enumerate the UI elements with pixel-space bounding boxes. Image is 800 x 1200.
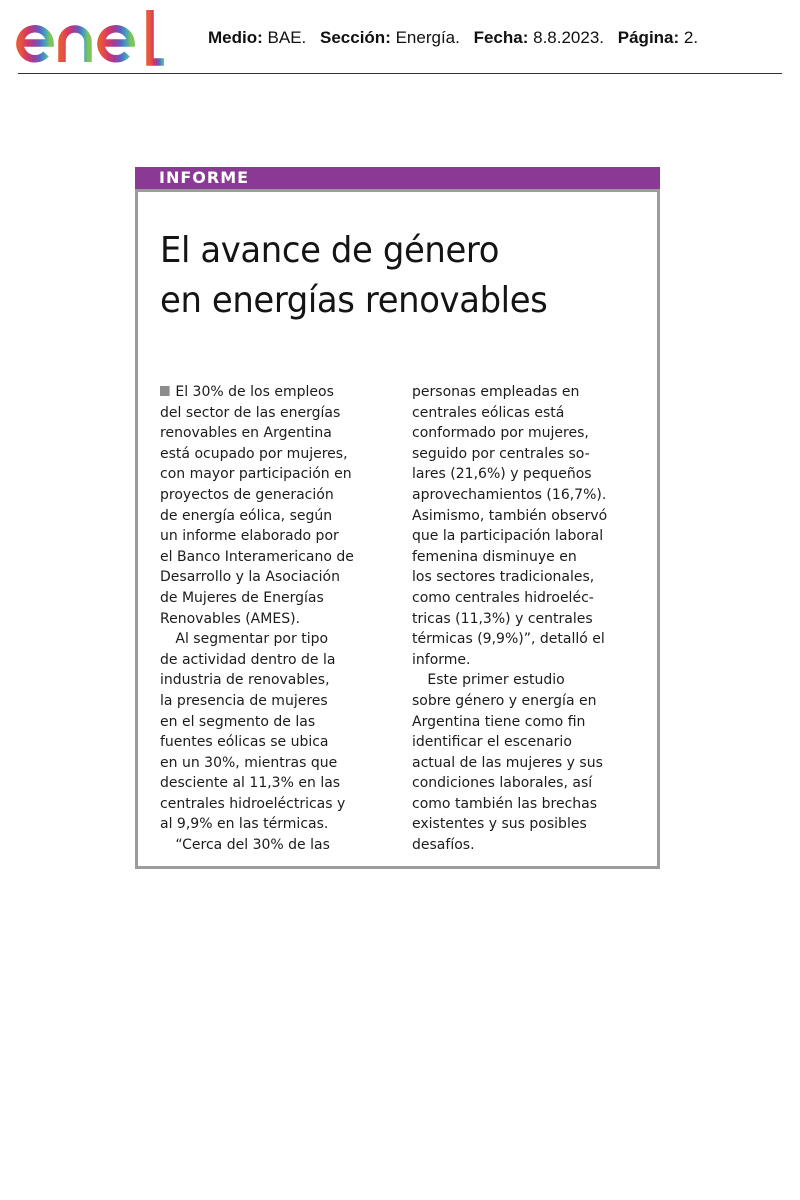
body-line: condiciones laborales, así [412, 774, 593, 792]
body-line: informe. [412, 650, 471, 668]
body-line: como centrales hidroeléc- [412, 588, 594, 606]
body-line: como también las brechas [412, 794, 598, 812]
headline-line: El avance de género [160, 230, 500, 271]
pagina-label: Página: [617, 28, 680, 47]
body-line: femenina disminuye en [412, 547, 577, 565]
body-line: aprovechamientos (16,7%). [412, 485, 607, 503]
body-line: está ocupado por mujeres, [160, 444, 348, 462]
body-line: desafíos. [412, 836, 475, 854]
body-line: existentes y sus posibles [412, 815, 587, 833]
paragraph-marker-square-icon [160, 386, 170, 396]
body-line: lares (21,6%) y pequeños [412, 465, 592, 483]
body-line: desciente al 11,3% en las [160, 774, 341, 792]
body-line: de Mujeres de Energías [160, 588, 324, 606]
seccion-value: Energía. [395, 28, 460, 47]
body-line: el Banco Interamericano de [160, 547, 354, 565]
body-line: Este primer estudio [427, 671, 565, 689]
body-line: actual de las mujeres y sus [412, 753, 603, 771]
body-line: identificar el escenario [412, 733, 572, 751]
body-line: Asimismo, también observó [412, 506, 608, 524]
medio-value: BAE. [267, 28, 307, 47]
body-line: térmicas (9,9%)”, detalló el [412, 630, 605, 648]
body-line: Desarrollo y la Asociación [160, 568, 340, 586]
body-line: de energía eólica, según [160, 506, 333, 524]
body-line: del sector de las energías [160, 403, 341, 421]
news-clipping [135, 167, 660, 869]
clipping-metadata [208, 28, 707, 48]
body-line: “Cerca del 30% de las [175, 836, 330, 854]
fecha-value: 8.8.2023. [533, 28, 605, 47]
body-line: centrales hidroeléctricas y [160, 794, 346, 812]
seccion-label: Sección: [320, 28, 391, 47]
enel-logo [14, 4, 182, 70]
body-line: Argentina tiene como fin [412, 712, 586, 730]
body-line: los sectores tradicionales, [412, 568, 595, 586]
article-box [135, 189, 660, 869]
body-line: tricas (11,3%) y centrales [412, 609, 593, 627]
body-line: al 9,9% en las térmicas. [160, 815, 329, 833]
body-line: un informe elaborado por [160, 527, 339, 545]
section-tag: INFORME [159, 168, 250, 187]
body-line: fuentes eólicas se ubica [160, 733, 329, 751]
fecha-label: Fecha: [473, 28, 529, 47]
body-line: la presencia de mujeres [160, 691, 328, 709]
headline-line: en energías renovables [160, 280, 548, 321]
pagina-value: 2. [683, 28, 699, 47]
body-line: en un 30%, mientras que [160, 753, 338, 771]
body-line: El 30% de los empleos [160, 382, 383, 403]
body-line: con mayor participación en [160, 465, 352, 483]
body-line: renovables en Argentina [160, 424, 332, 442]
body-line: centrales eólicas está [412, 403, 565, 421]
body-line: personas empleadas en [412, 383, 580, 400]
article-headline [160, 226, 611, 326]
body-line: proyectos de generación [160, 485, 334, 503]
body-line: en el segmento de las [160, 712, 316, 730]
section-tag-bar [135, 167, 660, 189]
body-line: conformado por mujeres, [412, 424, 589, 442]
body-line: industria de renovables, [160, 671, 330, 689]
article-column-2 [412, 382, 644, 856]
body-line: Renovables (AMES). [160, 609, 301, 627]
body-line: seguido por centrales so- [412, 444, 590, 462]
article-column-1 [160, 382, 392, 856]
header-divider [18, 73, 782, 74]
body-line: sobre género y energía en [412, 691, 597, 709]
body-line: que la participación laboral [412, 527, 604, 545]
body-line: Al segmentar por tipo [175, 630, 329, 648]
medio-label: Medio: [208, 28, 263, 47]
body-line: de actividad dentro de la [160, 650, 336, 668]
